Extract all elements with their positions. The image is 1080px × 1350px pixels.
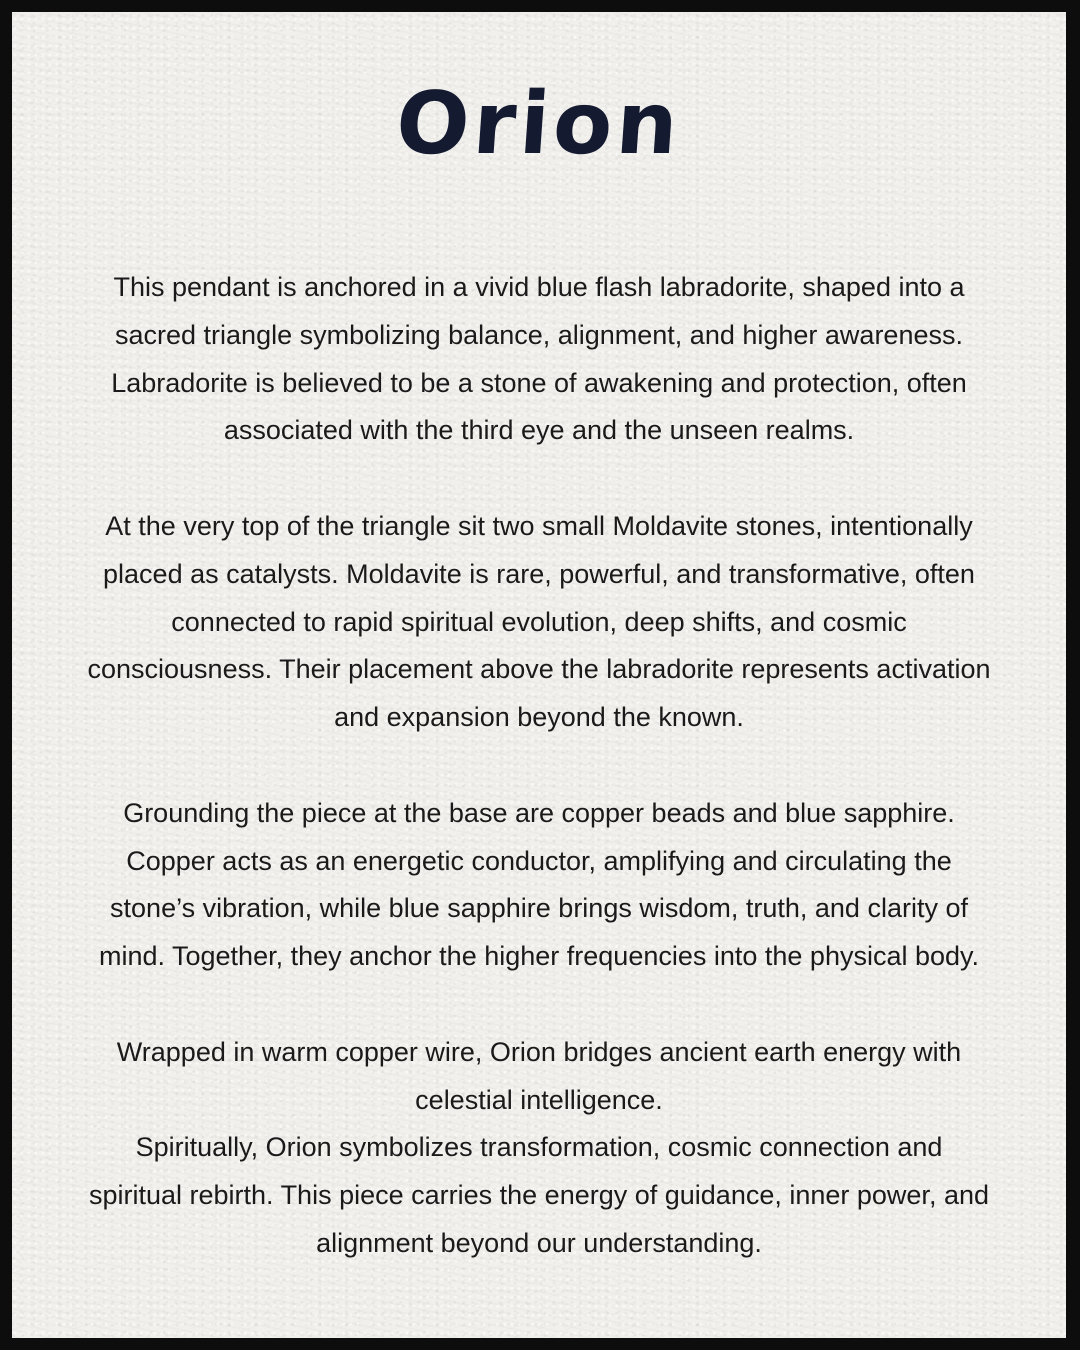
text-line: Copper acts as an energetic conductor, amplifying and circulating the [126,845,952,876]
paragraph-copper-wire [54,1029,1024,1268]
text-line: sacred triangle symbolizing balance, alignment, and higher awareness. [115,319,963,350]
text-line: alignment beyond our understanding. [316,1227,762,1258]
page-title: Orion [392,74,686,174]
text-line: stone’s vibration, while blue sapphire brings wisdom, truth, and clarity of [110,893,968,924]
text-line: This pendant is anchored in a vivid blue flash labradorite, shaped into a [113,272,965,302]
paper-card [12,12,1066,1338]
description-body [54,264,1024,1268]
text-line: Wrapped in warm copper wire, Orion bridges ancient earth energy with [116,1036,962,1067]
paragraph-moldavite [54,503,1024,742]
paragraph-labradorite [54,264,1024,455]
text-line: associated with the third eye and the unseen realms. [223,415,855,446]
text-line: Grounding the piece at the base are copper beads and blue sapphire. [123,797,955,828]
text-line: Spiritually, Orion symbolizes transformation, cosmic connection and [135,1132,943,1163]
text-line: connected to rapid spiritual evolution, deep shifts, and cosmic [171,606,907,637]
text-line: spiritual rebirth. This piece carries the energy of guidance, inner power, and [88,1180,989,1211]
text-line: placed as catalysts. Moldavite is rare, powerful, and transformative, often [103,558,975,589]
text-line: mind. Together, they anchor the higher frequencies into the physical body. [98,941,980,972]
paragraph-grounding [54,790,1024,981]
text-line: At the very top of the triangle sit two small Moldavite stones, intentionally [105,510,973,541]
text-line: consciousness. Their placement above the labradorite represents activation [87,654,991,685]
text-line: Labradorite is believed to be a stone of awakening and protection, often [111,367,967,398]
text-line: and expansion beyond the known. [334,702,744,733]
text-line: celestial intelligence. [415,1084,663,1115]
